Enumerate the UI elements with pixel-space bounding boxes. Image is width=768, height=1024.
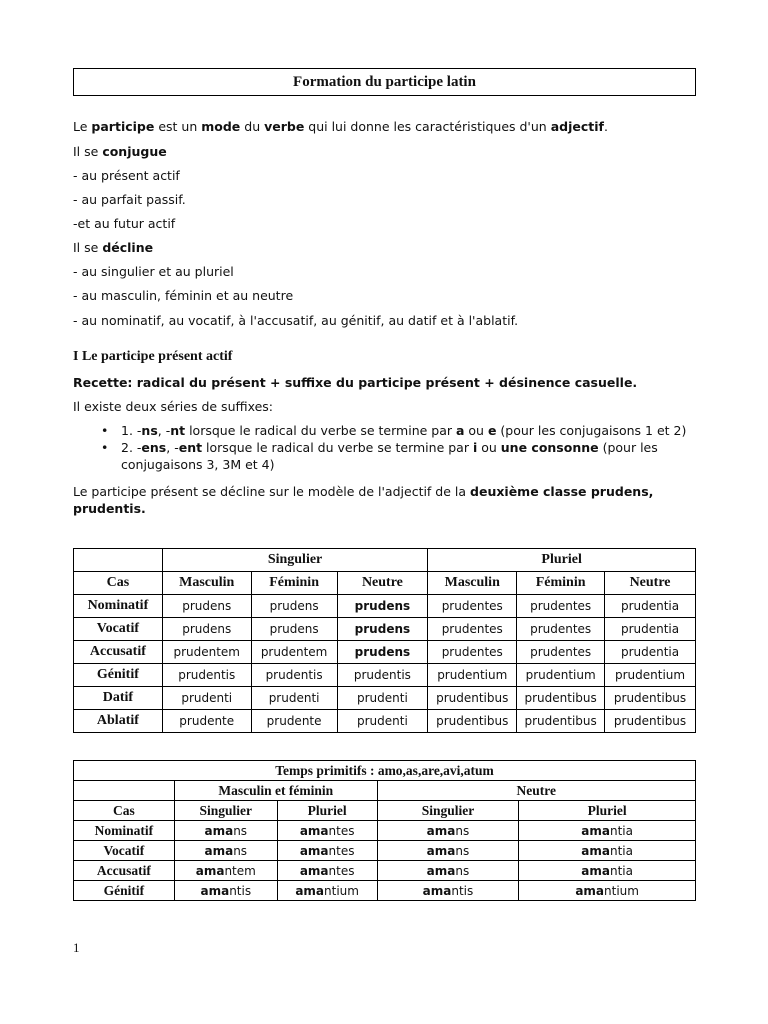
suffix-list [73, 422, 686, 473]
table-row [74, 821, 696, 841]
table-row [74, 710, 696, 733]
intro-line-6 [73, 240, 153, 255]
case-cell: Vocatif [74, 841, 175, 861]
table-cell: prudentis [337, 664, 428, 687]
stem: ama [426, 843, 456, 858]
letter: e [487, 423, 497, 438]
table-cell: prudens [162, 595, 251, 618]
header-cell: Singulier [377, 801, 519, 821]
table-cell: prudentibus [428, 710, 517, 733]
term-mode: mode [201, 119, 241, 134]
table-cell: prudens [162, 618, 251, 641]
ending: ns [455, 823, 470, 838]
ending: ns [455, 863, 470, 878]
text: , - [166, 440, 179, 455]
letter: a [455, 423, 465, 438]
table-cell: prudenti [162, 687, 251, 710]
ending: ntes [328, 863, 355, 878]
case-cell: Accusatif [74, 641, 163, 664]
table-cell: prudens [251, 618, 337, 641]
header-cell: Féminin [251, 572, 337, 595]
ending: ntium [324, 883, 359, 898]
table-cell: prudentes [428, 641, 517, 664]
stem: ama [299, 843, 329, 858]
header-cell: Neutre [605, 572, 696, 595]
stem: ama [575, 883, 605, 898]
table-row [74, 881, 696, 901]
ending: ntis [229, 883, 252, 898]
amo-participle-table [73, 760, 696, 901]
empty-cell [74, 549, 163, 572]
table-cell [377, 861, 519, 881]
table-title-row [74, 761, 696, 781]
series-intro: Il existe deux séries de suffixes: [73, 399, 274, 414]
table-title: Temps primitifs : amo,as,are,avi,atum [74, 761, 696, 781]
stem: ama [299, 863, 329, 878]
table-cell: prudentem [162, 641, 251, 664]
table-row [74, 861, 696, 881]
header-cell: Pluriel [277, 801, 377, 821]
ending: ns [455, 843, 470, 858]
table-cell [174, 881, 277, 901]
table-cell: prudentis [251, 664, 337, 687]
text: , - [157, 423, 171, 438]
table-cell: prudente [251, 710, 337, 733]
table-row [74, 641, 696, 664]
table-cell [377, 881, 519, 901]
table-cell: prudente [162, 710, 251, 733]
group-singular: Singulier [162, 549, 427, 572]
stem: ama [295, 883, 325, 898]
group-neuter: Neutre [377, 781, 695, 801]
text: (pour les [598, 440, 658, 455]
header-cell: Pluriel [519, 801, 696, 821]
table-row [74, 687, 696, 710]
header-cell: Singulier [174, 801, 277, 821]
table-cell [519, 841, 696, 861]
table-cell [174, 821, 277, 841]
term-conjugue: conjugue [102, 144, 167, 159]
ending: ntis [451, 883, 474, 898]
intro-line-5: -et au futur actif [73, 216, 176, 231]
table-row [74, 595, 696, 618]
table-cell: prudentis [162, 664, 251, 687]
table-cell: prudentes [428, 618, 517, 641]
text: conjugaisons 3, 3M et 4) [121, 457, 275, 472]
group-masc-fem: Masculin et féminin [174, 781, 377, 801]
table-cell: prudentium [428, 664, 517, 687]
intro-line-9: - au nominatif, au vocatif, à l'accusatif, au génitif, au datif et à l'ablatif. [73, 313, 519, 328]
suffix-item-2 [121, 439, 686, 473]
stem: ama [195, 863, 225, 878]
case-cell: Accusatif [74, 861, 175, 881]
intro-line-2 [73, 144, 167, 159]
table-cell [174, 861, 277, 881]
table-group-row [74, 781, 696, 801]
table-cell: prudens [337, 641, 428, 664]
letter: i [472, 440, 478, 455]
table-cell: prudentibus [517, 687, 605, 710]
term-adjectif: adjectif [550, 119, 604, 134]
text: . [603, 119, 608, 134]
table-cell [174, 841, 277, 861]
header-cell: Féminin [517, 572, 605, 595]
ending: ns [233, 843, 248, 858]
ending: ntia [610, 823, 633, 838]
table-cell [519, 881, 696, 901]
ending: ntium [604, 883, 639, 898]
stem: ama [581, 843, 610, 858]
page-title: Formation du participe latin [73, 68, 696, 96]
table-cell: prudentes [517, 618, 605, 641]
header-cell: Neutre [337, 572, 428, 595]
table-cell: prudenti [337, 687, 428, 710]
declension-line-1 [73, 484, 653, 499]
suffix: ens [141, 440, 167, 455]
term-deuxieme-classe: deuxième classe prudens, [470, 484, 654, 499]
case-cell: Génitif [74, 881, 175, 901]
stem: ama [581, 863, 610, 878]
term-decline: décline [102, 240, 154, 255]
text: Il se [73, 240, 103, 255]
text: ou [477, 440, 501, 455]
table-cell: prudentibus [428, 687, 517, 710]
term-verbe: verbe [264, 119, 305, 134]
table-cell: prudentes [517, 595, 605, 618]
recipe-line: Recette: radical du présent + suffixe du participe présent + désinence casuelle. [73, 375, 638, 390]
ending: ntia [610, 843, 633, 858]
text: 1. - [121, 423, 142, 438]
table-row [74, 618, 696, 641]
table-header-row [74, 572, 696, 595]
stem: ama [204, 823, 234, 838]
suffix: ns [141, 423, 158, 438]
stem: ama [422, 883, 452, 898]
text: du [240, 119, 265, 134]
text: Le participe présent se décline sur le modèle de l'adjectif de la [73, 484, 471, 499]
table-cell [377, 841, 519, 861]
table-cell: prudenti [251, 687, 337, 710]
table-cell [377, 821, 519, 841]
document-page [73, 68, 696, 898]
table-cell: prudentia [605, 595, 696, 618]
stem: ama [204, 843, 234, 858]
table-cell: prudentium [517, 664, 605, 687]
table-cell [519, 821, 696, 841]
table-cell: prudens [337, 618, 428, 641]
table-cell [519, 861, 696, 881]
text: lorsque le radical du verbe se termine par [185, 423, 456, 438]
ending: ntia [610, 863, 633, 878]
intro-line-7: - au singulier et au pluriel [73, 264, 234, 279]
table-cell [277, 821, 377, 841]
intro-line-1 [73, 119, 608, 134]
table-cell: prudentes [428, 595, 517, 618]
table-cell: prudens [337, 595, 428, 618]
case-cell: Ablatif [74, 710, 163, 733]
table-group-row [74, 549, 696, 572]
case-cell: Datif [74, 687, 163, 710]
text: est un [154, 119, 202, 134]
text: Il se [73, 144, 103, 159]
case-cell: Vocatif [74, 618, 163, 641]
declension-line-2: prudentis. [73, 501, 146, 516]
text: ou [464, 423, 488, 438]
suffix: ent [178, 440, 203, 455]
header-cell: Cas [74, 572, 163, 595]
stem: ama [426, 863, 456, 878]
intro-line-8: - au masculin, féminin et au neutre [73, 288, 294, 303]
text: qui lui donne les caractéristiques d'un [304, 119, 551, 134]
table-cell: prudentibus [605, 710, 696, 733]
table-header-row [74, 801, 696, 821]
ending: ntes [328, 823, 355, 838]
ending: ntem [224, 863, 256, 878]
table-cell: prudentium [605, 664, 696, 687]
header-cell: Cas [74, 801, 175, 821]
text: 2. - [121, 440, 142, 455]
stem: ama [200, 883, 230, 898]
letter: une consonne [500, 440, 599, 455]
stem: ama [426, 823, 456, 838]
term-participe: participe [91, 119, 155, 134]
ending: ntes [328, 843, 355, 858]
text: lorsque le radical du verbe se termine par [202, 440, 473, 455]
intro-line-4: - au parfait passif. [73, 192, 186, 207]
case-cell: Génitif [74, 664, 163, 687]
header-cell: Masculin [428, 572, 517, 595]
case-cell: Nominatif [74, 821, 175, 841]
table-cell: prudens [251, 595, 337, 618]
table-cell: prudentibus [517, 710, 605, 733]
table-cell: prudentia [605, 641, 696, 664]
table-row [74, 664, 696, 687]
header-cell: Masculin [162, 572, 251, 595]
table-cell: prudentibus [605, 687, 696, 710]
page-number: 1 [73, 940, 80, 955]
ending: ns [233, 823, 248, 838]
case-cell: Nominatif [74, 595, 163, 618]
prudens-declension-table [73, 548, 696, 733]
table-cell: prudentia [605, 618, 696, 641]
table-cell [277, 861, 377, 881]
group-plural: Pluriel [428, 549, 696, 572]
stem: ama [299, 823, 329, 838]
suffix-item-1 [121, 422, 686, 439]
stem: ama [581, 823, 610, 838]
text: Le [73, 119, 92, 134]
table-cell: prudentem [251, 641, 337, 664]
table-cell: prudenti [337, 710, 428, 733]
empty-cell [74, 781, 175, 801]
table-cell: prudentes [517, 641, 605, 664]
table-row [74, 841, 696, 861]
intro-line-3: - au présent actif [73, 168, 180, 183]
section-heading: I Le participe présent actif [73, 349, 233, 364]
text: (pour les conjugaisons 1 et 2) [496, 423, 687, 438]
table-cell [277, 881, 377, 901]
suffix: nt [170, 423, 186, 438]
table-cell [277, 841, 377, 861]
